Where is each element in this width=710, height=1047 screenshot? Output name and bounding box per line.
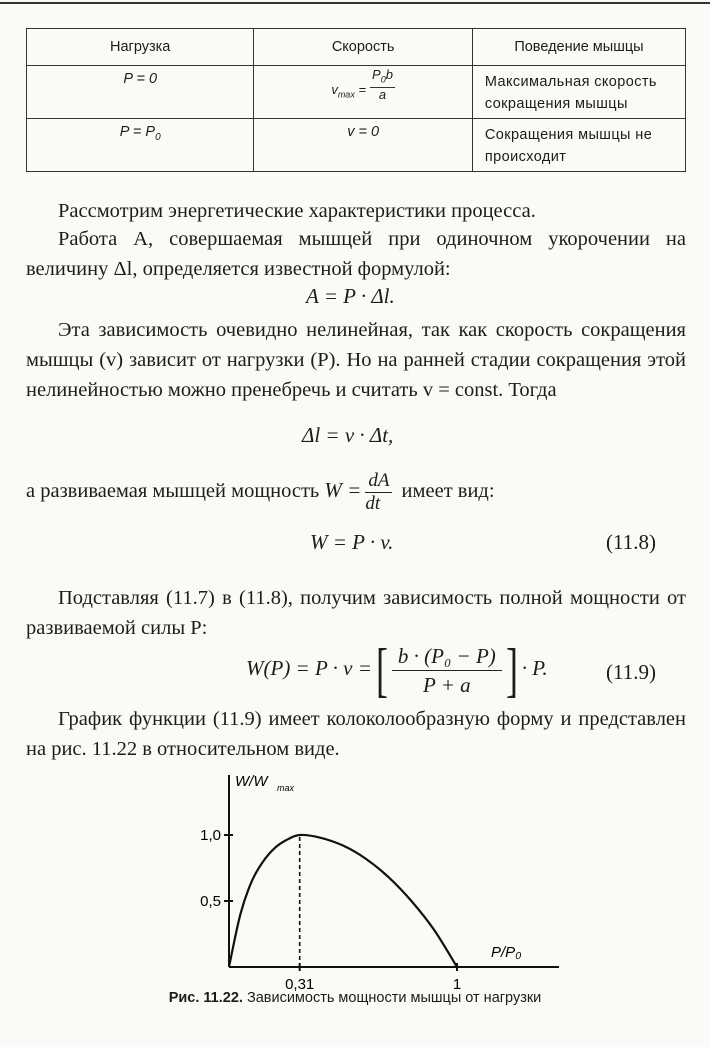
- speed-fraction: $\frac{P_0b}{a}$: [372, 67, 393, 102]
- y-axis-label-subscript: max: [277, 783, 295, 793]
- table-header: Нагрузка: [27, 29, 254, 66]
- load-value: $P = P_0$: [119, 124, 161, 143]
- y-tick-label: 0,5: [200, 893, 221, 910]
- y-axis-label: W/W: [235, 773, 268, 790]
- top-rule: [0, 2, 710, 4]
- paragraph: а развиваемая мышцей мощность W = $\frac{dA}{dt}$ имеет вид:: [26, 469, 495, 514]
- table-cell: [27, 119, 254, 172]
- table-row: [27, 119, 686, 172]
- behavior-text: Сокращения мышцы не происходит: [484, 127, 653, 165]
- figure-caption: Рис. 11.22. Зависимость мощности мышцы от нагрузки: [168, 990, 542, 1006]
- equation: A = P · Δl.: [306, 284, 395, 308]
- speed-value: v = 0: [347, 124, 380, 140]
- paragraph: Подставляя (11.7) в (11.8), получим зависимость полной мощности от развиваемой силы P:: [26, 587, 686, 639]
- table-cell: [472, 119, 685, 172]
- table-header-row: [27, 29, 686, 66]
- table-cell: [27, 66, 254, 119]
- equation: Δl = v · Δt,: [302, 423, 394, 447]
- table-cell: [472, 66, 685, 119]
- paragraph: Эта зависимость очевидно нелинейная, так как скорость сокращения мышцы (v) зависит от нагрузки (P). Но на ранней стадии сокращения этой нелинейностью можно пренебречь и считать v = const. Тогда: [26, 319, 686, 401]
- x-tick-label: 0,31: [285, 976, 315, 993]
- x-tick-label: 1: [452, 976, 462, 993]
- table-cell: [254, 119, 473, 172]
- y-tick-label: 1,0: [200, 827, 221, 844]
- table-row: [27, 66, 686, 119]
- paragraph: График функции (11.9) имеет колоколообразную форму и представлен на рис. 11.22 в относительном виде.: [26, 708, 686, 760]
- paragraph: Работа A, совершаемая мышцей при одиночном укорочении на величину Δl, определяется известной формулой:: [26, 228, 686, 280]
- equation: W = P · v.: [310, 530, 394, 554]
- equation: W(P) = P · v =[ $\frac{\text{b · (P₀ − P)}}{P + a}$ ] · P.: [246, 637, 548, 704]
- load-value: P = 0: [123, 71, 158, 87]
- table-header: Скорость: [254, 29, 473, 66]
- power-fraction: $\frac{dA}{dt}$: [365, 470, 392, 515]
- behavior-text: Максимальная скорость сокращения мышцы: [484, 74, 657, 112]
- table-header: Поведение мышцы: [472, 29, 685, 66]
- x-axis-label: P/P₀: [491, 944, 522, 961]
- table-cell: [254, 66, 473, 119]
- paragraph: Рассмотрим энергетические характеристики процесса.: [58, 200, 536, 222]
- equation-number: (11.9): [606, 660, 656, 684]
- equation-number: (11.8): [606, 530, 656, 554]
- power-load-chart: [0, 760, 710, 1010]
- speed-lhs: $v_{max}$ =: [331, 82, 367, 100]
- properties-table: [26, 28, 686, 172]
- power-curve: [229, 835, 457, 967]
